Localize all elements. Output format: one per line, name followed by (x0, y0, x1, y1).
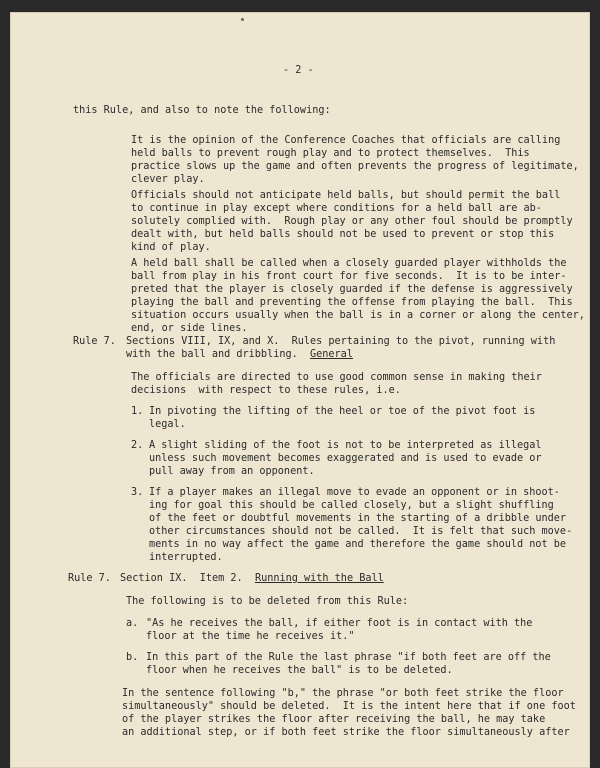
item-line: legal. (149, 419, 186, 430)
item-line: other circumstances should not be called. It is felt that such move- (149, 526, 573, 537)
paragraph-6-line: simultaneously" should be deleted. It is the intent here that if one foot (122, 701, 576, 712)
paragraph-2-line: kind of play. (131, 242, 211, 253)
paragraph-2-line: dealt with, but held balls should not be used to prevent or stop this (131, 229, 555, 240)
item-number: 1. (131, 406, 144, 417)
item-number: 3. (131, 487, 144, 498)
paragraph-5: The following is to be deleted from this Rule: (126, 596, 409, 607)
item-line: In this part of the Rule the last phrase "if both feet are off the (146, 652, 551, 663)
paragraph-3-line: ball from play in his front court for five seconds. It is to be inter- (131, 271, 567, 282)
paragraph-1-line: It is the opinion of the Conference Coaches that officials are calling (131, 135, 561, 146)
rule-heading-underlined: Running with the Ball (254, 573, 384, 584)
document-page (10, 12, 590, 768)
paragraph-3-line: end, or side lines. (131, 323, 248, 334)
rule-label: Rule 7. (73, 336, 116, 347)
item-letter: a. (126, 618, 139, 629)
paragraph-2-line: solutely complied with. Rough play or any other foul should be promptly (131, 216, 573, 227)
item-number: 2. (131, 440, 144, 451)
item-line: of the feet or doubtful movements in the starting of a dribble under (149, 513, 567, 524)
paragraph-3-line: playing the ball and preventing the offense from playing the ball. This (131, 297, 573, 308)
paragraph-2-line: Officials should not anticipate held balls, but should permit the ball (131, 190, 561, 201)
item-line: "As he receives the ball, if either foot is in contact with the (146, 618, 533, 629)
item-line: unless such movement becomes exaggerated and is used to evade or (149, 453, 542, 464)
paper-speck (241, 18, 244, 21)
page-number: - 2 - (283, 65, 314, 76)
intro-line: this Rule, and also to note the following: (73, 105, 331, 116)
item-line: ing for goal this should be called closely, but a slight shuffling (149, 500, 554, 511)
item-line: A slight sliding of the foot is not to be interpreted as illegal (149, 440, 542, 451)
item-line: floor at the time he receives it." (146, 631, 355, 642)
item-line: interrupted. (149, 552, 223, 563)
item-line: If a player makes an illegal move to evade an opponent or in shoot- (149, 487, 560, 498)
rule-heading-text: Section IX. Item 2. (120, 573, 255, 584)
paragraph-6-line: of the player strikes the floor after receiving the ball, he may take (122, 714, 546, 725)
item-letter: b. (126, 652, 139, 663)
rule-heading-line (120, 573, 384, 586)
paragraph-3-line: situation occurs usually when the ball is in a corner or along the center, (131, 310, 585, 321)
paragraph-1-line: practice slows up the game and often prevents the progress of legitimate, (131, 161, 579, 172)
rule-heading-underlined: General (310, 349, 353, 360)
paragraph-4-line: decisions with respect to these rules, i.e. (131, 385, 401, 396)
rule-heading-line: Sections VIII, IX, and X. Rules pertaining to the pivot, running with (126, 336, 556, 347)
item-line: ments in no way affect the game and therefore the game should not be (149, 539, 567, 550)
item-line: floor when he receives the ball" is to be deleted. (146, 665, 453, 676)
paragraph-6-line: an additional step, or if both feet strike the floor simultaneously after (122, 727, 570, 738)
paragraph-3-line: preted that the player is closely guarded if the defense is aggressively (131, 284, 573, 295)
rule-heading-line (126, 349, 353, 362)
paragraph-1-line: held balls to prevent rough play and to protect themselves. This (131, 148, 530, 159)
rule-heading-text: with the ball and dribbling. (126, 349, 311, 360)
paragraph-6-line: In the sentence following "b," the phrase "or both feet strike the floor (122, 688, 564, 699)
paragraph-3-line: A held ball shall be called when a closely guarded player withholds the (131, 258, 567, 269)
item-line: In pivoting the lifting of the heel or toe of the pivot foot is (149, 406, 536, 417)
paragraph-2-line: to continue in play except where conditions for a held ball are ab- (131, 203, 542, 214)
paragraph-1-line: clever play. (131, 174, 205, 185)
rule-label: Rule 7. (68, 573, 111, 584)
paragraph-4-line: The officials are directed to use good common sense in making their (131, 372, 542, 383)
item-line: pull away from an opponent. (149, 466, 315, 477)
